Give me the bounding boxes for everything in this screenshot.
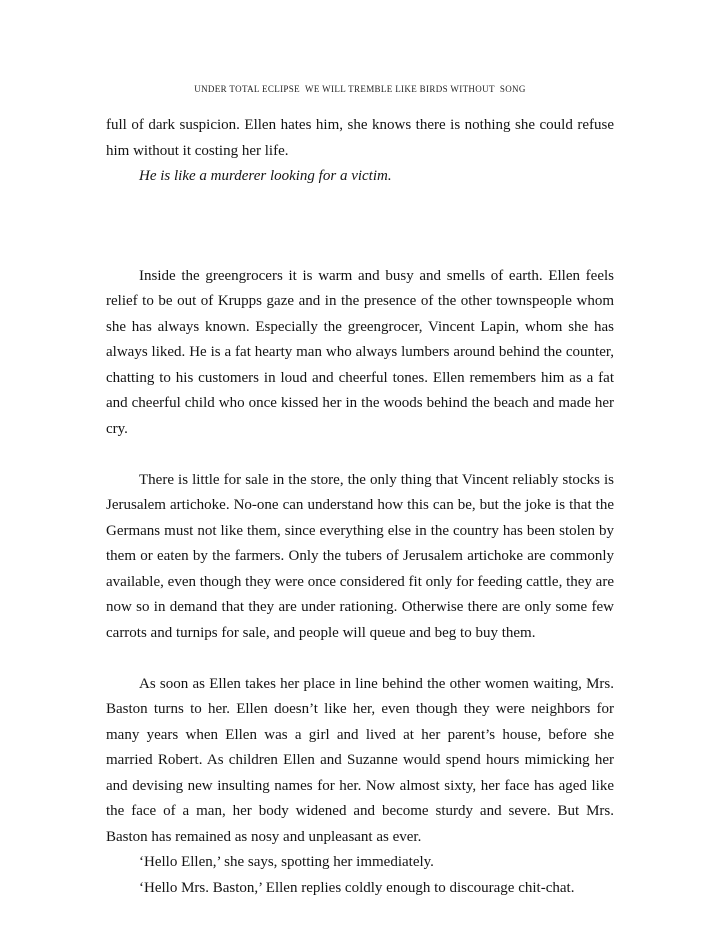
dialogue-line-1: ‘Hello Ellen,’ she says, spotting her immediately. [139,854,434,870]
dialogue-line-2: ‘Hello Mrs. Baston,’ Ellen replies coldly enough to discourage chit-chat. [139,879,575,896]
paragraph-continuation: full of dark suspicion. Ellen hates him, she knows there is nothing she could refuse him without it costing her life. [106,117,614,159]
italic-thought-line: He is like a murderer looking for a victim. [139,168,392,184]
running-header: UNDER TOTAL ECLIPSE WE WILL TREMBLE LIKE BIRDS WITHOUT SONG [194,84,526,94]
page-body-text [106,113,614,901]
paragraph-greengrocers: Inside the greengrocers it is warm and busy and smells of earth. Ellen feels relief to be out of Krupps gaze and in the presence of the other townspeople whom she has always known. Especially the greengrocer, Vincent Lapin, whom she has always liked. He is a fat hearty man who always lumbers around behind the counter, chatting to his customers in loud and cheerful tones. Ellen remembers him as a fat and cheerful child who once kissed her in the woods behind the beach and made her cry. [106,267,614,437]
paragraph-mrs-baston: As soon as Ellen takes her place in line behind the other women waiting, Mrs. Baston turns to her. Ellen doesn’t like her, even though they were neighbors for many years when Ellen was a girl and lived at her parent’s house, before she married Robert. As children Ellen and Suzanne would spend hours mimicking her and devising new insulting names for her. Now almost sixty, her face has aged like the face of a man, her body widened and become sturdy and severe. But Mrs. Baston has remained as nosy and unpleasant as ever. [106,675,614,845]
paragraph-artichoke: There is little for sale in the store, the only thing that Vincent reliably stocks is Jerusalem artichoke. No-one can understand how this can be, but the joke is that the Germans must not like them, since everything else in the country has been stolen by them or eaten by the farmers. Only the tubers of Jerusalem artichoke are commonly available, even though they were once considered fit only for feeding cattle, they are now so in demand that they are under rationing. Otherwise there are only some few carrots and turnips for sale, and people will queue and beg to buy them. [106,471,614,641]
scene-break [106,190,614,264]
